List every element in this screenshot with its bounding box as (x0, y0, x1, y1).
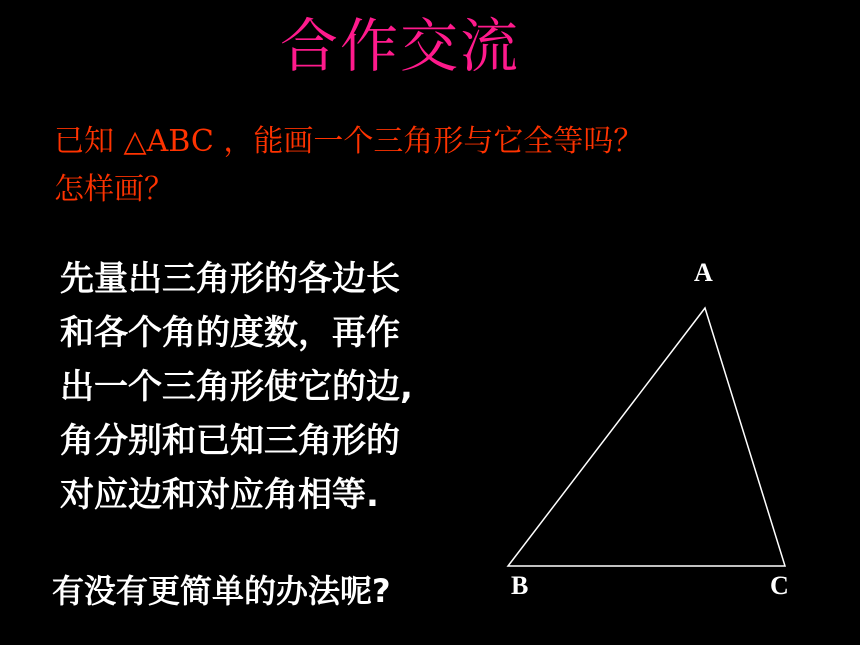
question-line-1: 已知 △ABC ，能画一个三角形与它全等吗？ (54, 124, 644, 159)
question-line-2: 怎样画？ (54, 172, 174, 207)
answer-line-5: 对应边和对应角相等. (60, 475, 379, 515)
vertex-label-a: A (694, 258, 713, 287)
vertex-label-c: C (770, 571, 789, 600)
triangle-abc (508, 308, 785, 566)
slide-title: 合作交流 (279, 12, 520, 80)
answer-line-4: 角分别和已知三角形的 (60, 421, 400, 461)
answer-line-3: 出一个三角形使它的边, (60, 367, 413, 407)
followup-question: 有没有更简单的办法呢? (52, 572, 391, 610)
answer-line-1: 先量出三角形的各边长 (60, 259, 400, 299)
answer-line-2: 和各个角的度数，再作 (60, 313, 400, 353)
vertex-label-b: B (511, 571, 529, 600)
